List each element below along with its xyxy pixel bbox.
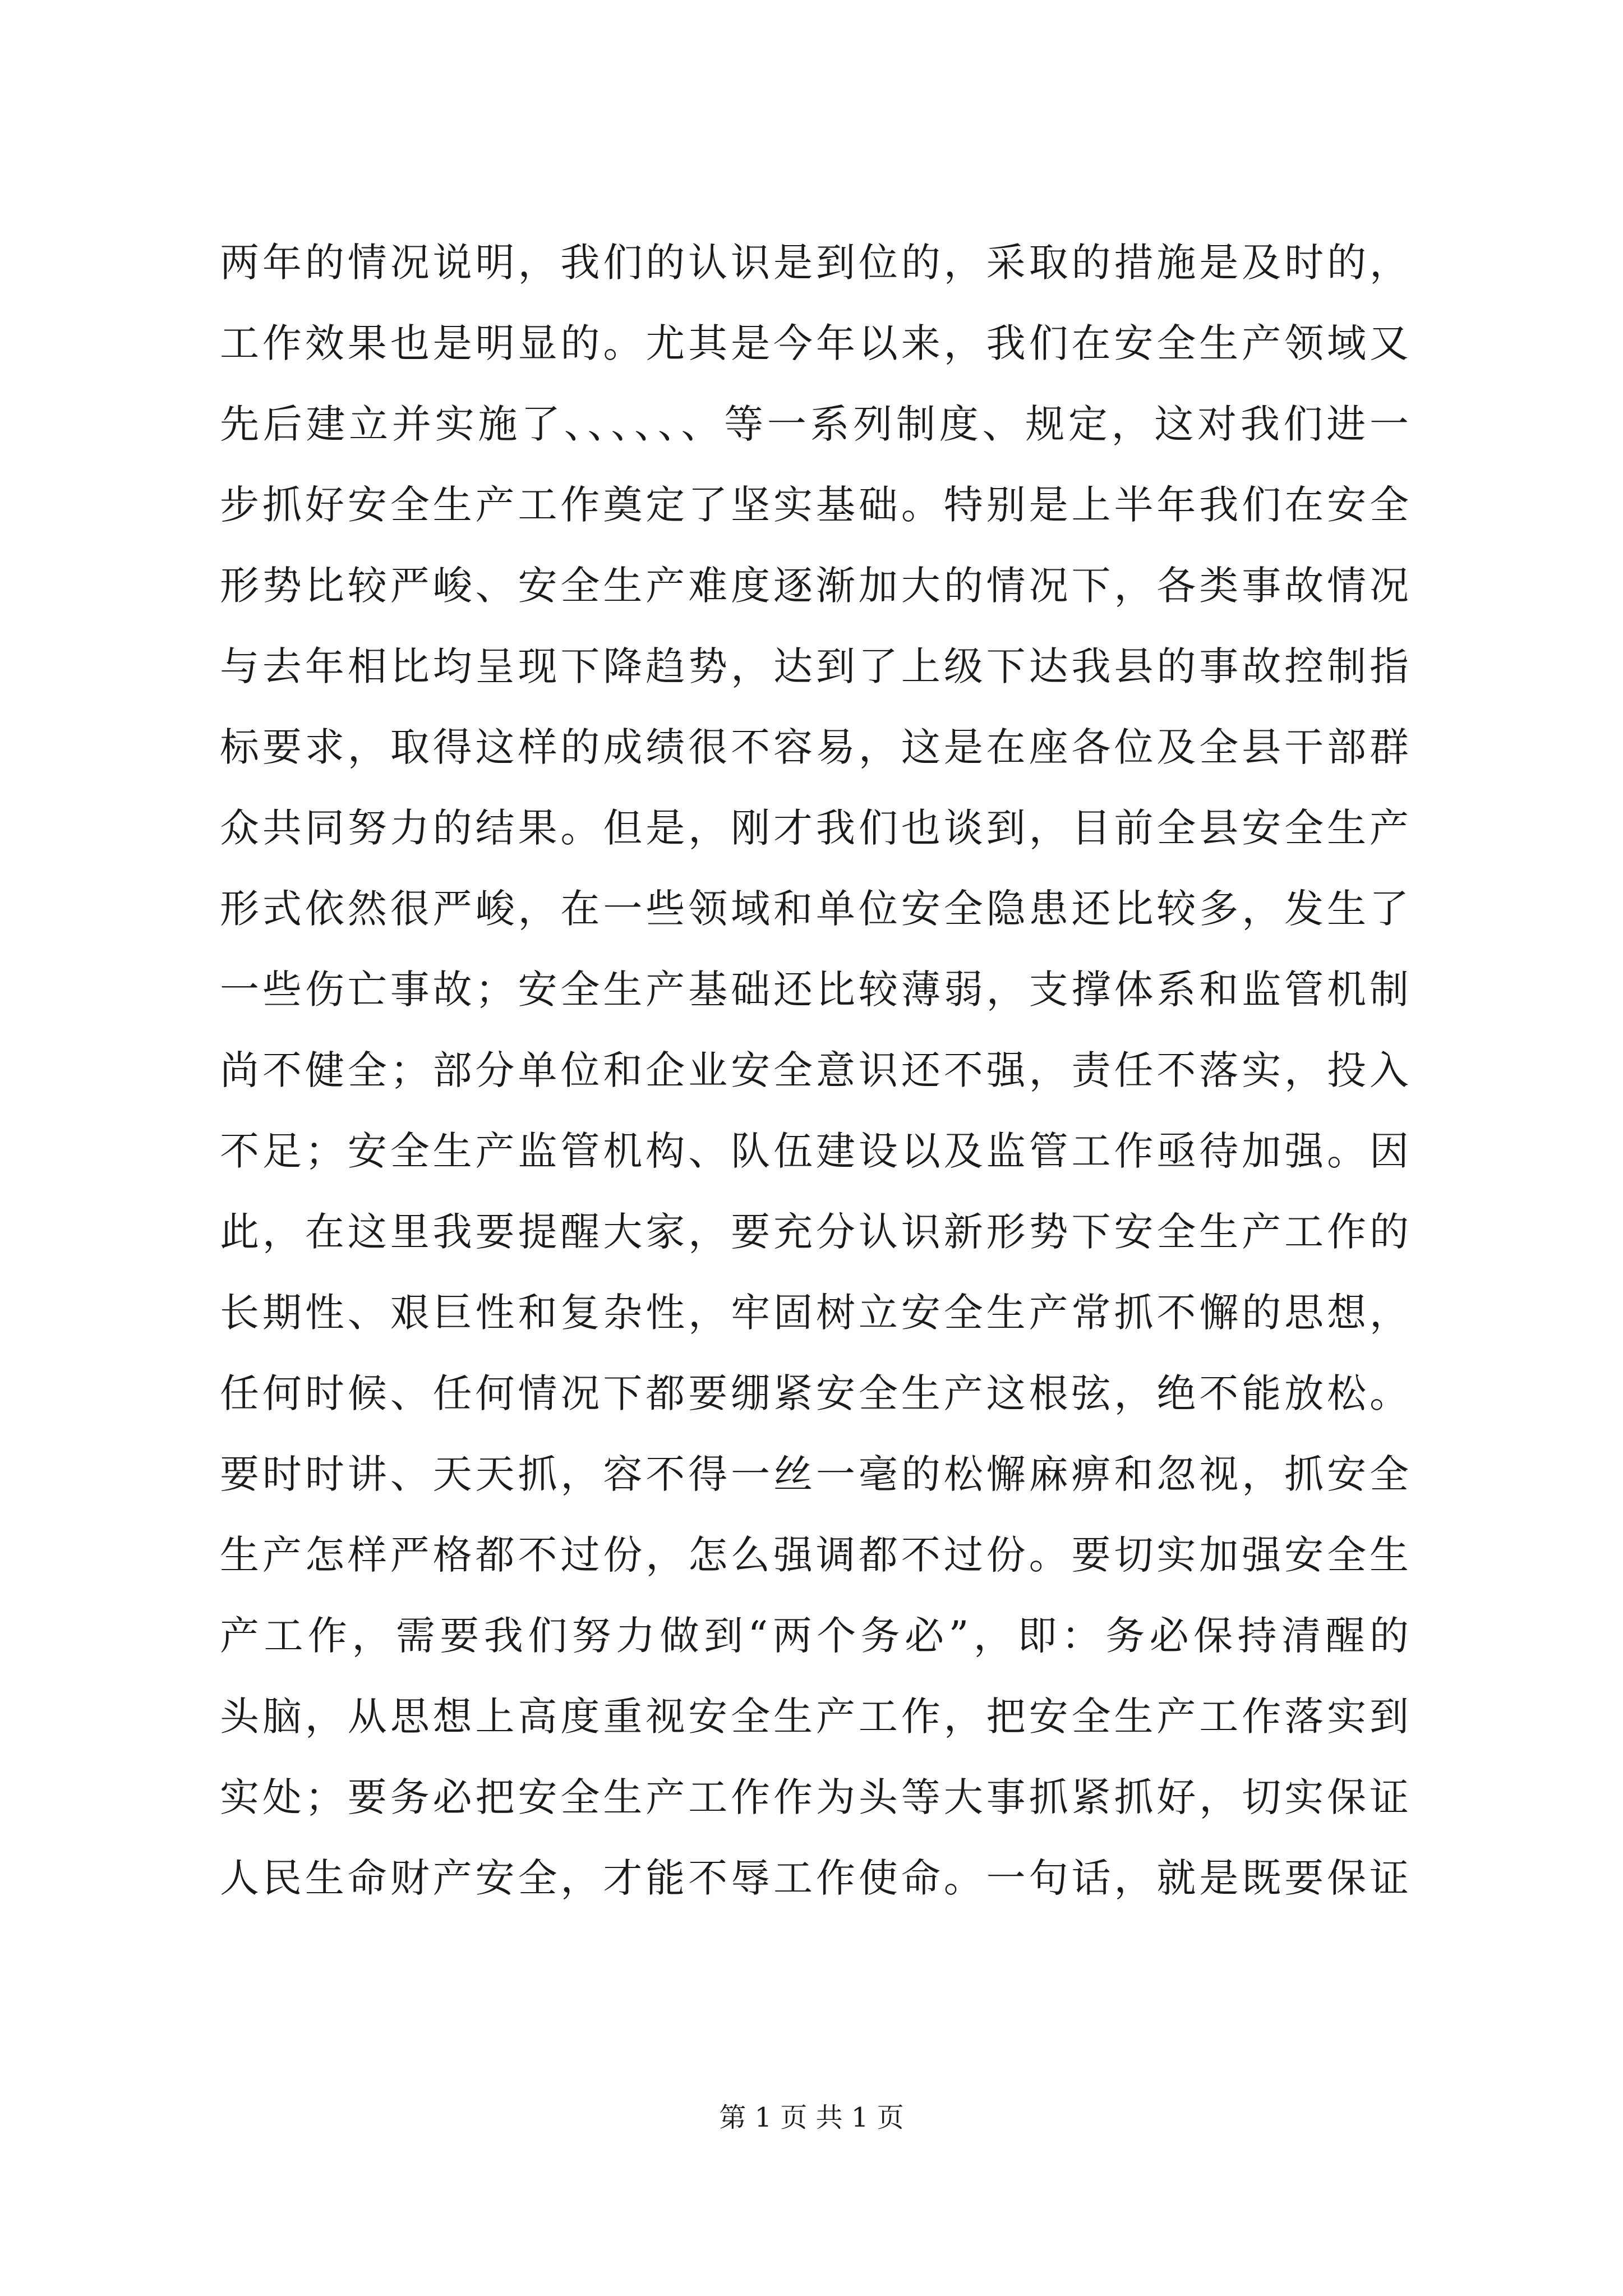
text-line: 要时时讲、天天抓，容不得一丝一毫的松懈麻痹和忽视，抓安全 — [220, 1451, 1409, 1497]
text-line: 人民生命财产安全，才能不辱工作使命。一句话，就是既要保证 — [220, 1855, 1409, 1901]
text-line: 众共同努力的结果。但是，刚才我们也谈到，目前全县安全生产 — [220, 805, 1409, 851]
text-line: 实处；要务必把安全生产工作作为头等大事抓紧抓好，切实保证 — [220, 1774, 1409, 1820]
text-line: 工作效果也是明显的。尤其是今年以来，我们在安全生产领域又 — [220, 320, 1409, 366]
text-line: 头脑，从思想上高度重视安全生产工作，把安全生产工作落实到 — [220, 1694, 1409, 1740]
text-line: 一些伤亡事故；安全生产基础还比较薄弱，支撑体系和监管机制 — [220, 967, 1409, 1013]
page-footer: 第 1 页 共 1 页 — [719, 2102, 904, 2133]
text-line: 标要求，取得这样的成绩很不容易，这是在座各位及全县干部群 — [220, 724, 1409, 770]
text-line: 尚不健全；部分单位和企业安全意识还不强，责任不落实，投入 — [220, 1047, 1409, 1093]
text-line: 不足；安全生产监管机构、队伍建设以及监管工作亟待加强。因 — [220, 1128, 1409, 1174]
text-line: 此，在这里我要提醒大家，要充分认识新形势下安全生产工作的 — [220, 1209, 1409, 1255]
text-line: 形势比较严峻、安全生产难度逐渐加大的情况下，各类事故情况 — [220, 563, 1409, 609]
text-line: 形式依然很严峻，在一些领域和单位安全隐患还比较多，发生了 — [220, 886, 1409, 932]
text-line: 先后建立并实施了、、、、、、等一系列制度、规定，这对我们进一 — [220, 401, 1409, 447]
text-line: 产工作，需要我们努力做到“两个务必”，即：务必保持清醒的 — [220, 1613, 1409, 1659]
text-line: 与去年相比均呈现下降趋势，达到了上级下达我县的事故控制指 — [220, 643, 1409, 689]
text-line: 步抓好安全生产工作奠定了坚实基础。特别是上半年我们在安全 — [220, 482, 1409, 528]
body-paragraph — [220, 222, 1409, 1918]
text-line: 两年的情况说明，我们的认识是到位的，采取的措施是及时的， — [220, 240, 1409, 286]
text-line: 生产怎样严格都不过份，怎么强调都不过份。要切实加强安全生 — [220, 1532, 1409, 1578]
text-line: 长期性、艰巨性和复杂性，牢固树立安全生产常抓不懈的思想， — [220, 1290, 1409, 1336]
text-line: 任何时候、任何情况下都要绷紧安全生产这根弦，绝不能放松。 — [220, 1370, 1409, 1416]
